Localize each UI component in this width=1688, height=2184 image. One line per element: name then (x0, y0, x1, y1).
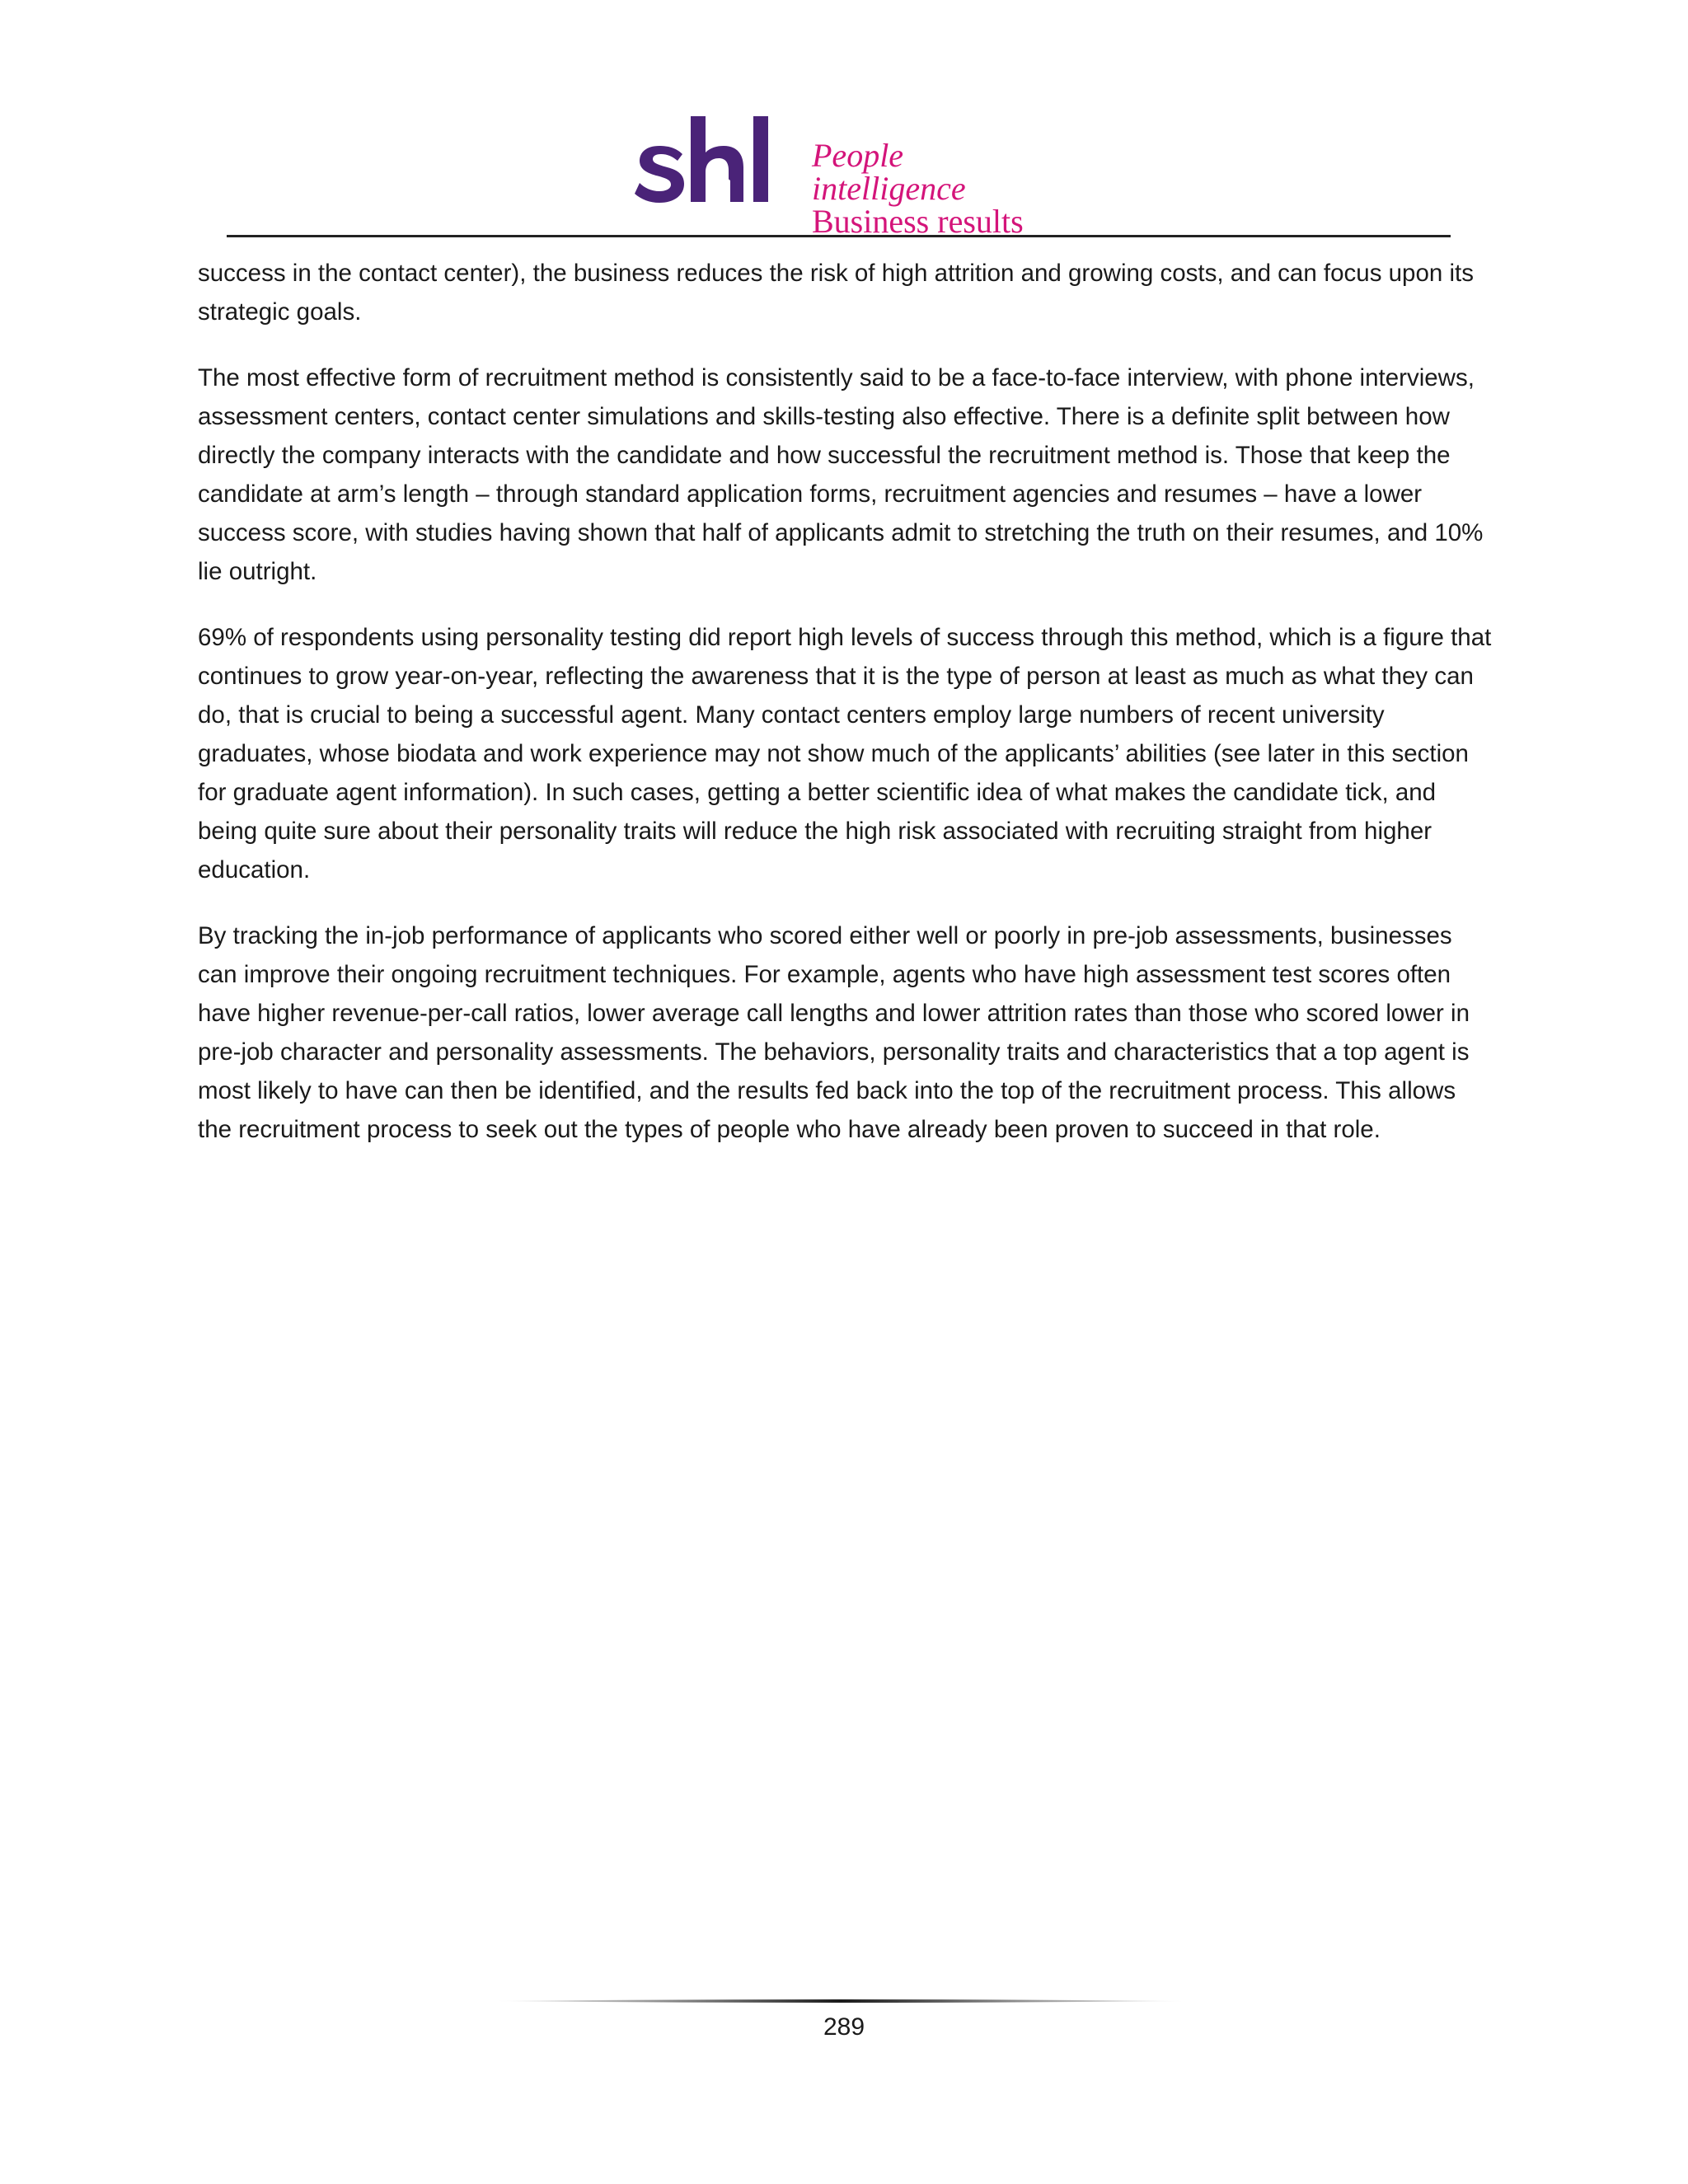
logo-house-notch (714, 174, 730, 202)
paragraph-2: The most effective form of recruitment method is consistently said to be a face-to-face interview, with phone interviews, assessment centers, contact center simulations and skills-testing also effective. There is a definite split between how directly the company interacts with the candidate and how successful the recruitment method is. Those that keep the candidate at arm’s length – through standard application forms, recruitment agencies and resumes – have a lower success score, with studies having shown that half of applicants admit to stretching the truth on their resumes, and 10% lie outright. (198, 364, 1484, 585)
footer-divider (495, 1998, 1187, 2006)
shl-wordmark-logo (635, 111, 799, 218)
tagline-business-results: Business results (812, 203, 1024, 240)
logo-letter-s (635, 146, 684, 203)
page-number: 289 (823, 2013, 865, 2041)
logo-letter-l (753, 116, 768, 202)
paragraph-4: By tracking the in-job performance of applicants who scored either well or poorly in pre-job assessments, businesses can improve their ongoing recruitment techniques. For example, agents who have high assessment test scores often have higher revenue-per-call ratios, lower average call lengths and lower attrition rates than those who scored lower in pre-job character and personality assessments. The behaviors, personality traits and characteristics that a top agent is most likely to have can then be identified, and the results fed back into the top of the recruitment process. This allows the recruitment process to seek out the types of people who have already been proven to succeed in that role. (198, 922, 1470, 1143)
paragraph-1: success in the contact center), the business reduces the risk of high attrition and growing costs, and can focus upon its strategic goals. (198, 260, 1474, 326)
logo-tagline (812, 139, 1063, 238)
body-text (198, 254, 1492, 1176)
page-header (0, 0, 1688, 247)
header-divider (227, 235, 1451, 237)
tagline-people-intelligence: People intelligence (812, 137, 966, 207)
paragraph-3: 69% of respondents using personality testing did report high levels of success through this method, which is a figure that continues to grow year-on-year, reflecting the awareness that it is the type of person at least as much as what they can do, that is crucial to being a successful agent. Many contact centers employ large numbers of recent university graduates, whose biodata and work experience may not show much of the applicants’ abilities (see later in this section for graduate agent information). In such cases, getting a better scientific idea of what makes the candidate tick, and being quite sure about their personality traits will reduce the high risk associated with recruiting straight from higher education. (198, 624, 1492, 883)
shl-logo (635, 111, 1063, 240)
